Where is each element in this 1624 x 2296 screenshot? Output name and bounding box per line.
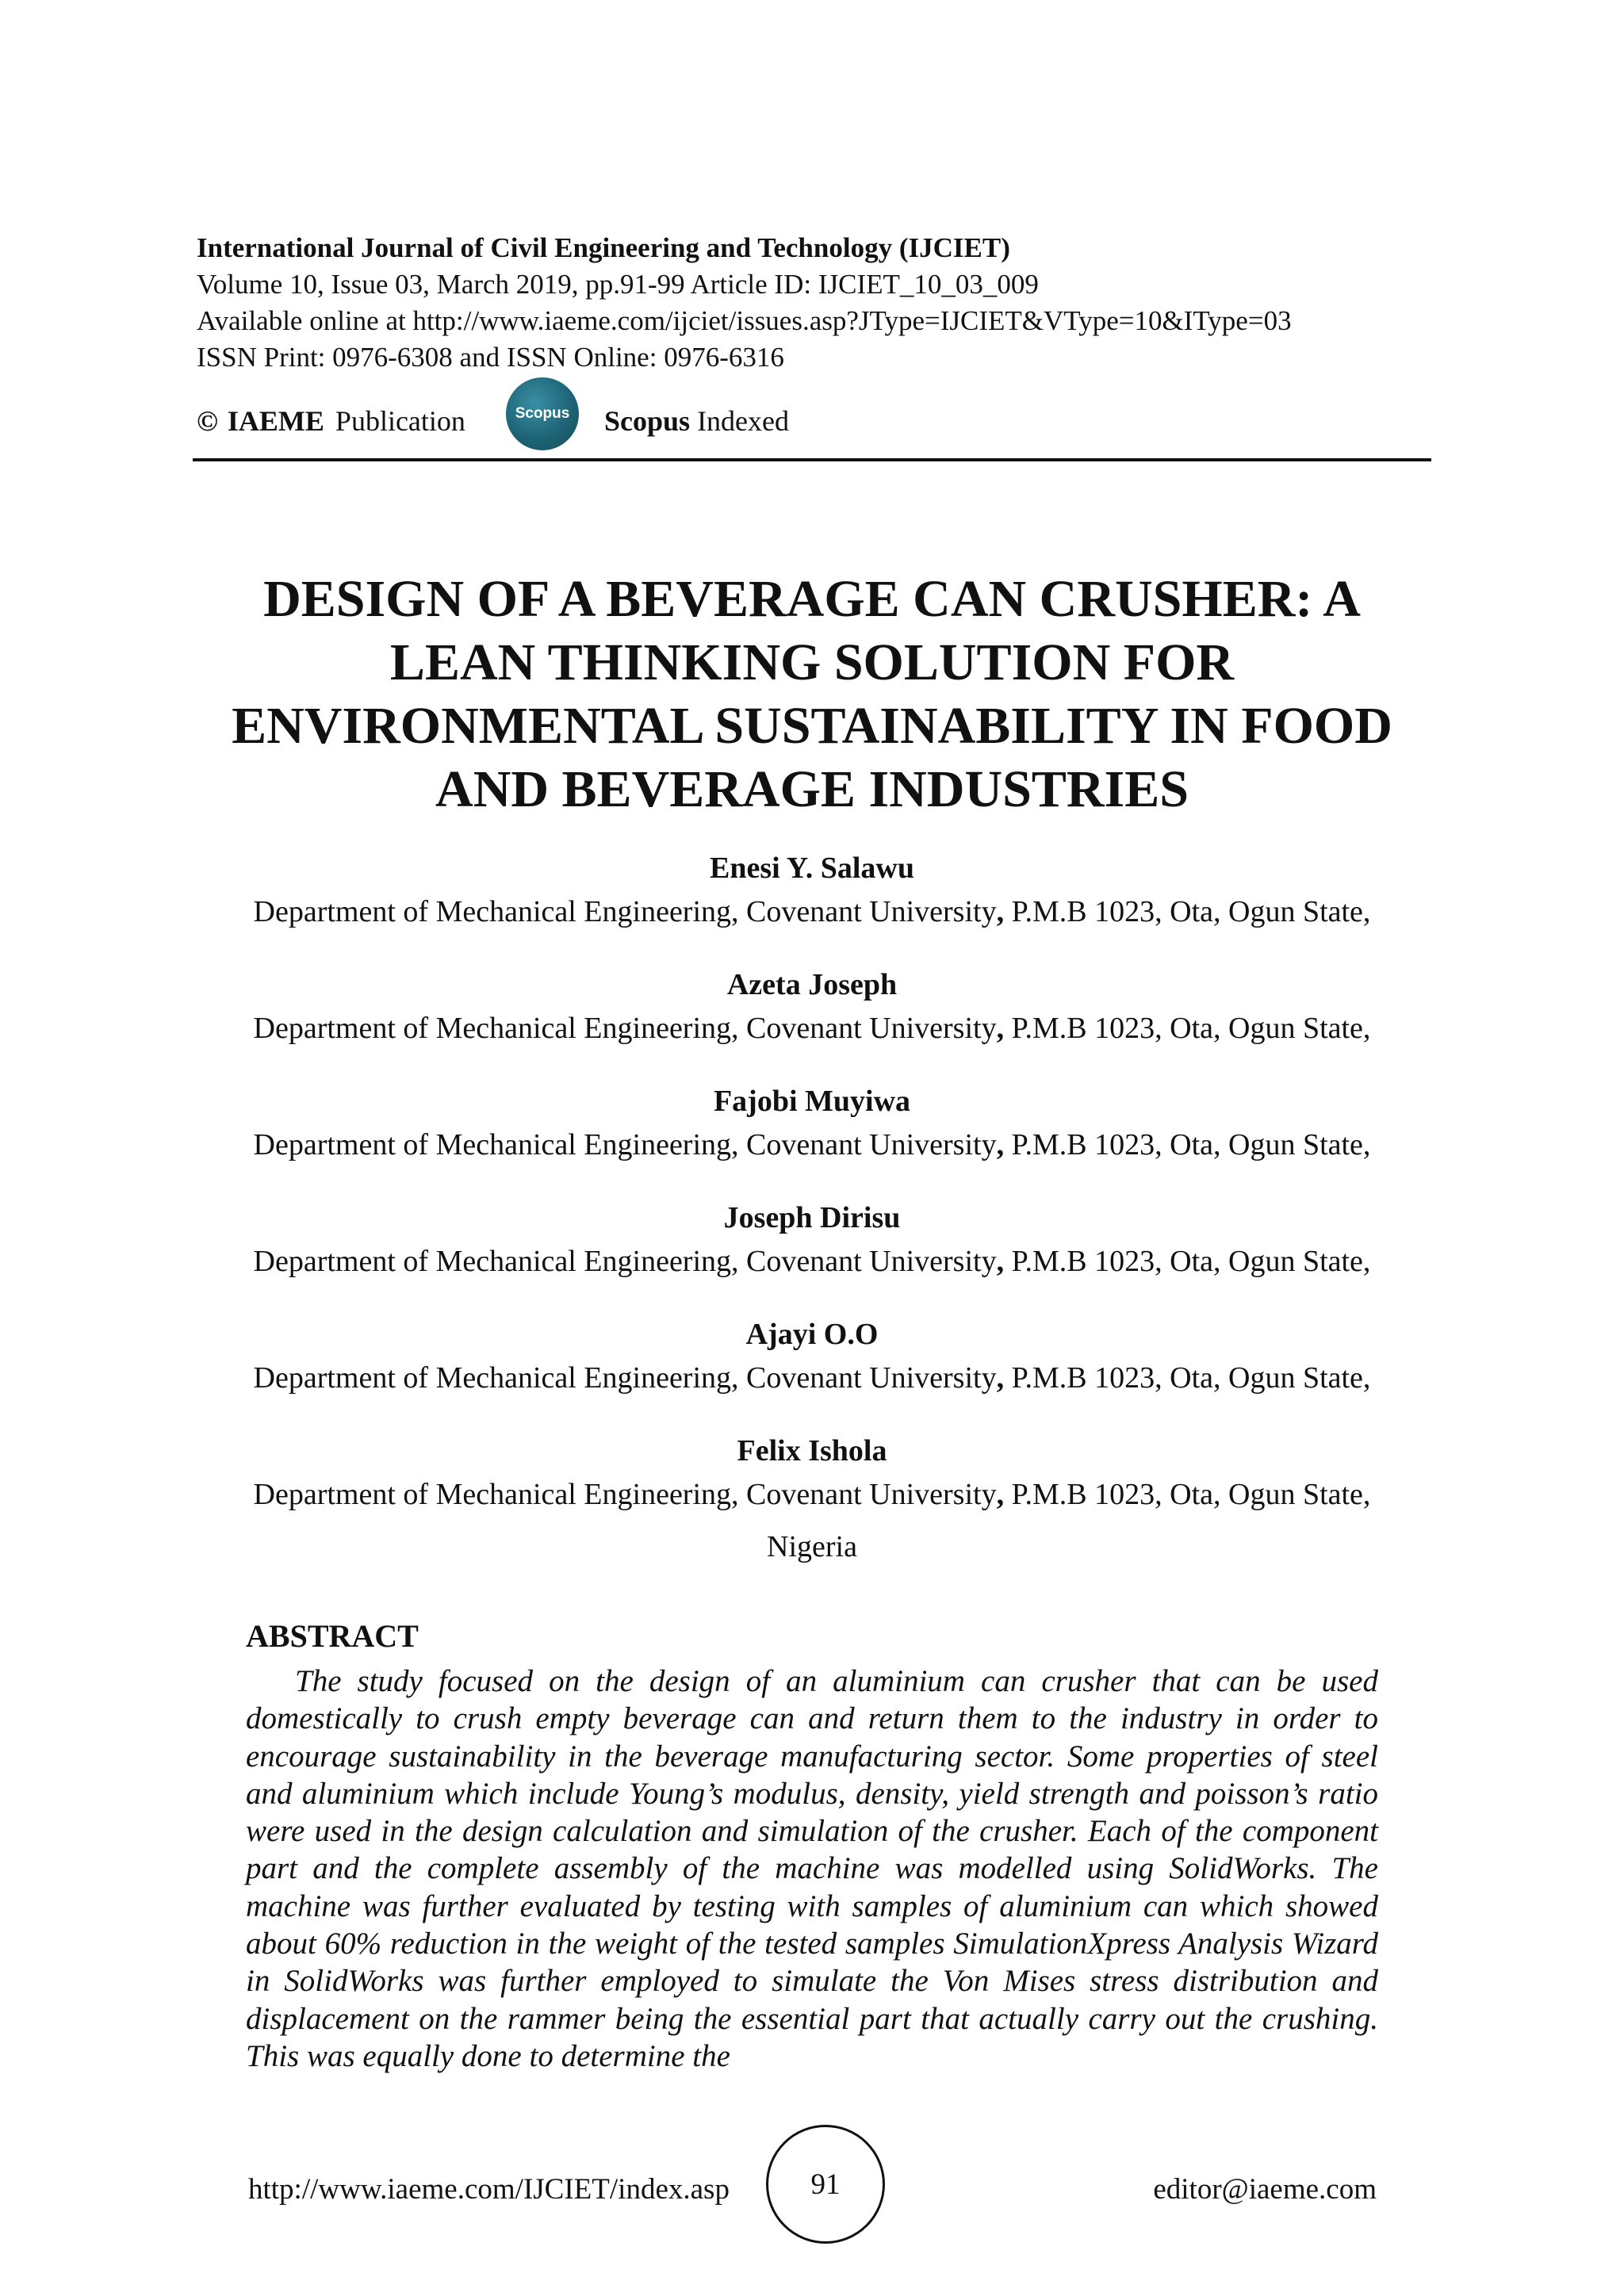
- scopus-indexed-label: [604, 404, 789, 438]
- author-name: Azeta Joseph: [726, 968, 898, 1001]
- abstract-text: The study focused on the design of an aluminium can crusher that can be used domestically to crush empty beverage can and return them to the industry in order to encourage sustainability in the beverage manufacturing sector. Some properties of steel and aluminium which include Young’s modulus, density, yield strength and poisson’s ratio were used in the design calculation and simulation of the crusher. Each of the component part and the complete assembly of the machine was modelled using SolidWorks. The machine was further evaluated by testing with samples of aluminium can which showed about 60% reduction in the weight of the tested samples SimulationXpress Analysis Wizard in SolidWorks was further employed to simulate the Von Mises stress distribution and displacement on the rammer being the essential part that actually carry out the crushing. This was equally done to determine the: [246, 1664, 1378, 2073]
- paper-title: [159, 568, 1465, 821]
- author-affiliation: Department of Mechanical Engineering, Covenant University, P.M.B 1023, Ota, Ogun State,: [253, 1478, 1371, 1511]
- indexed-word: Indexed: [697, 405, 790, 437]
- footer-url-link[interactable]: http://www.iaeme.com/IJCIET/index.asp: [248, 2173, 730, 2206]
- page-number-badge: [766, 2125, 885, 2244]
- available-online-line: Available online at http://www.iaeme.com/ijciet/issues.asp?JType=IJCIET&VType=10&IType=03: [197, 305, 1292, 336]
- publisher-credit: [197, 404, 465, 438]
- author-name: Fajobi Muyiwa: [713, 1085, 911, 1118]
- title-line: AND BEVERAGE INDUSTRIES: [435, 760, 1189, 818]
- copyright-symbol: ©: [197, 405, 218, 437]
- author-block: [159, 845, 1465, 962]
- page-footer: [0, 2125, 1624, 2252]
- author-block: [159, 1428, 1465, 1515]
- scopus-logo-text: Scopus: [515, 405, 570, 422]
- footer-email-link[interactable]: editor@iaeme.com: [1153, 2173, 1377, 2206]
- journal-title: International Journal of Civil Engineering and Technology (IJCIET): [197, 232, 1010, 263]
- abstract-heading: ABSTRACT: [246, 1618, 419, 1654]
- scopus-logo-icon: [506, 377, 579, 450]
- author-block: [159, 962, 1465, 1078]
- title-line: LEAN THINKING SOLUTION FOR: [389, 633, 1235, 691]
- header-divider: [193, 458, 1431, 461]
- scopus-word: Scopus: [604, 405, 691, 437]
- author-block: [159, 1195, 1465, 1311]
- author-list: [159, 845, 1465, 1567]
- author-country: Nigeria: [767, 1530, 857, 1563]
- author-block: [159, 1078, 1465, 1195]
- author-affiliation: Department of Mechanical Engineering, Covenant University, P.M.B 1023, Ota, Ogun State,: [253, 895, 1371, 928]
- author-name: Enesi Y. Salawu: [709, 851, 914, 885]
- author-affiliation: Department of Mechanical Engineering, Covenant University, P.M.B 1023, Ota, Ogun State,: [253, 1012, 1371, 1045]
- author-name: Felix Ishola: [737, 1434, 887, 1468]
- author-affiliation: Department of Mechanical Engineering, Covenant University, P.M.B 1023, Ota, Ogun State,: [253, 1361, 1371, 1395]
- title-line: DESIGN OF A BEVERAGE CAN CRUSHER: A: [263, 570, 1361, 628]
- author-affiliation: Department of Mechanical Engineering, Covenant University, P.M.B 1023, Ota, Ogun State,: [253, 1245, 1371, 1278]
- publisher-name: IAEME: [227, 405, 324, 437]
- author-name: Ajayi O.O: [745, 1318, 879, 1351]
- volume-line: Volume 10, Issue 03, March 2019, pp.91-99 Article ID: IJCIET_10_03_009: [197, 269, 1039, 300]
- author-block: [159, 1311, 1465, 1428]
- journal-header: [197, 230, 1434, 376]
- title-line: ENVIRONMENTAL SUSTAINABILITY IN FOOD: [232, 697, 1392, 755]
- issn-line: ISSN Print: 0976-6308 and ISSN Online: 0976-6316: [197, 342, 784, 373]
- author-name: Joseph Dirisu: [723, 1201, 901, 1234]
- page-number: 91: [810, 2168, 841, 2201]
- publication-word: Publication: [335, 405, 465, 437]
- publisher-row: [197, 373, 1434, 452]
- author-affiliation: Department of Mechanical Engineering, Covenant University, P.M.B 1023, Ota, Ogun State,: [253, 1128, 1371, 1161]
